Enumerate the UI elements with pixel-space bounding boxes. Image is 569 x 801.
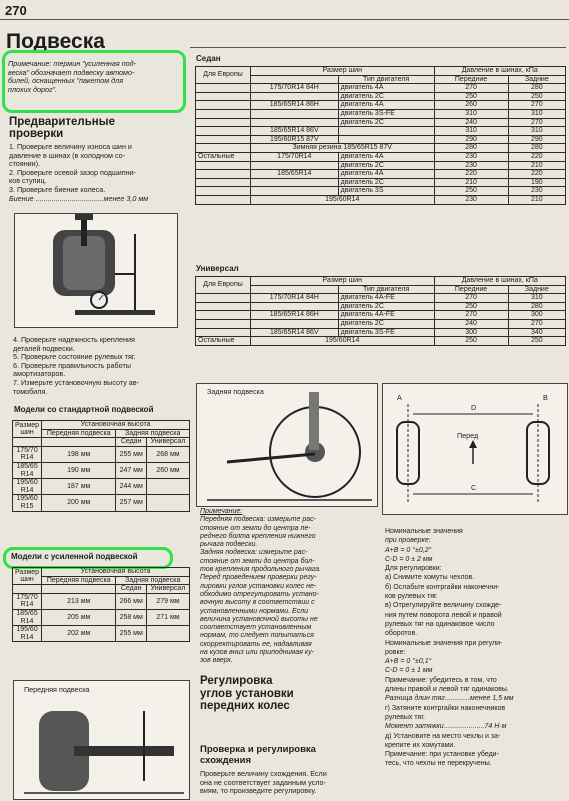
prelim-line: 2. Проверьте осевой зазор подшипни- <box>9 167 137 177</box>
prelim-line: 5. Проверьте состояние рулевых тяг. <box>13 352 136 362</box>
lower-arm-shape <box>74 746 174 756</box>
cell: 187 мм <box>42 479 116 495</box>
prelim-line: 1. Проверьте величину износа шин и <box>9 142 132 151</box>
cell <box>196 127 251 136</box>
prelim-title <box>9 116 115 140</box>
instruction-line: а) Снимите хомуты чехлов. <box>385 574 475 582</box>
caption-line: величина установочной высоты не <box>200 615 318 623</box>
cell: 310 <box>434 127 508 136</box>
cell <box>196 302 251 311</box>
cell <box>196 170 251 179</box>
col-header: Размер шин <box>13 421 42 438</box>
instruction-line: C-D = 0 ± 2 мм <box>385 555 433 563</box>
cell: 268 мм <box>146 446 189 462</box>
table-row <box>13 446 190 462</box>
heavy-models-title: Модели с усиленной подвеской <box>11 552 138 561</box>
col-header: Передние <box>434 285 508 294</box>
cell <box>42 438 116 447</box>
cell: 185/65R14 <box>251 170 339 179</box>
cell: двигатель 3S <box>338 187 434 196</box>
align-body-line: Проверьте величину схождения. Если <box>200 769 327 778</box>
align-title-line: передних колес <box>200 700 290 712</box>
std-models-title: Модели со стандартной подвеской <box>14 405 154 414</box>
cell: двигатель 2C <box>338 92 434 101</box>
cell <box>196 294 251 303</box>
instruction-line: Примечание: при установке убеди- <box>385 751 499 759</box>
front-suspension-label: Передняя подвеска <box>24 685 90 694</box>
cell: 250 <box>434 187 508 196</box>
label-d: D <box>471 403 477 412</box>
col-header: Седан <box>116 438 147 447</box>
cell: 257 мм <box>116 495 147 511</box>
caption-line: установленными нормами. Если <box>200 607 308 615</box>
prelim-title-line: проверки <box>9 128 64 140</box>
caption-line: Примечание: <box>200 508 243 515</box>
instruction-line: тесь, что чехлы не перекручены. <box>385 760 492 768</box>
col-header: Давление в шинах, кПа <box>434 67 566 76</box>
col-header: Тип двигателя <box>338 285 434 294</box>
cell: 213 мм <box>42 593 116 609</box>
caption-line: на кузов вниз или приподнимая ку- <box>200 649 314 657</box>
instruction-line: A+B = 0 °±0,2° <box>385 546 432 554</box>
instruction-line: в) Отрегулируйте величину схожде- <box>385 602 502 610</box>
col-header: Универсал <box>146 585 189 594</box>
cell <box>196 161 251 170</box>
cell: 250 <box>434 337 508 346</box>
note-line: веска" обозначает подвеску автомо- <box>8 67 135 77</box>
instruction-line: C-D = 0 ± 1 мм <box>385 667 433 675</box>
cell <box>251 319 339 328</box>
cell <box>13 585 42 594</box>
cell: 195/60R15 87V <box>251 135 339 144</box>
cell: 260 мм <box>146 462 189 478</box>
cell <box>196 135 251 144</box>
col-header: Задняя подвеска <box>116 429 190 438</box>
cell <box>251 187 339 196</box>
cell: 210 <box>508 195 565 204</box>
cell: Зимняя резина 185/65R15 87V <box>251 144 435 153</box>
rear-suspension-illustration <box>197 384 377 506</box>
cell: 195/60 R15 <box>13 495 42 511</box>
cell: 280 <box>508 84 565 93</box>
hub-shape <box>81 216 87 246</box>
col-header: Передняя подвеска <box>42 576 116 585</box>
instruction-line: длины правой и левой тяг одинаковы. <box>385 686 509 694</box>
instruction-line: A+B = 0 °±0,1° <box>385 658 432 666</box>
prelim-line: ков ступиц. <box>9 176 47 186</box>
prelim-steps-2 <box>13 336 193 396</box>
label-c: C <box>471 483 477 492</box>
caption-line: рычага подвески. <box>200 541 258 549</box>
wagon-title: Универсал <box>196 264 239 273</box>
cell: 270 <box>434 294 508 303</box>
cell: 198 мм <box>42 446 116 462</box>
cell: двигатель 2C <box>338 118 434 127</box>
alignment-instructions <box>385 527 567 769</box>
table-row <box>196 337 566 346</box>
instruction-line: рулевых тяг на одинаковое число <box>385 620 495 628</box>
caption-line: Перед проведением проверки регу- <box>200 574 317 582</box>
cell: 270 <box>434 311 508 320</box>
cell: 310 <box>434 109 508 118</box>
cell: двигатель 4A <box>338 170 434 179</box>
align-body <box>200 770 380 796</box>
instruction-line: д) Установите на место чехлы и за- <box>385 732 501 740</box>
cell: 260 <box>434 101 508 110</box>
cell: 175/70R14 84H <box>251 84 339 93</box>
table-row <box>196 170 566 179</box>
cell: 220 <box>508 170 565 179</box>
table-row <box>196 144 566 153</box>
instruction-line: ков рулевых тяг. <box>385 593 438 601</box>
caption-line: обходимо отрегулировать устано- <box>200 590 319 598</box>
align-title-line: Регулировка <box>200 675 273 687</box>
table-row <box>196 118 566 127</box>
heavy-models-table <box>12 567 190 642</box>
align-title-line: углов установки <box>200 687 294 700</box>
cell <box>196 118 251 127</box>
cell: 310 <box>508 127 565 136</box>
note-text <box>8 60 180 94</box>
col-header: Передние <box>434 75 508 84</box>
instruction-line: Номинальные значения <box>385 528 463 535</box>
front-suspension-illustration <box>14 681 189 799</box>
cell: 220 <box>508 152 565 161</box>
cell: 230 <box>434 152 508 161</box>
caption-line: скорректировать ее, надавливая <box>200 640 312 648</box>
top-rule <box>0 19 569 20</box>
cell: 195/60R14 <box>251 195 435 204</box>
forward-label: Перед <box>457 431 479 440</box>
caption-line: Передняя подвеска: измерьте рас- <box>200 516 316 524</box>
cell: 255 мм <box>116 446 147 462</box>
table-row <box>196 92 566 101</box>
prelim-line: давление в шинах (в холодном со- <box>9 150 126 160</box>
cell: 340 <box>508 328 565 337</box>
cell: двигатель 4A <box>338 84 434 93</box>
cell: 271 мм <box>146 609 189 625</box>
cell: 270 <box>508 319 565 328</box>
prelim-line: 6. Проверьте правильность работы <box>13 360 131 370</box>
cell: 280 <box>508 144 565 153</box>
cell: 230 <box>434 161 508 170</box>
cell: 190 <box>508 178 565 187</box>
cell: 195/60R14 <box>251 337 435 346</box>
caption-line: Задняя подвеска: измерьте рас- <box>200 549 308 557</box>
cell: 230 <box>434 195 508 204</box>
cell: 200 мм <box>42 495 116 511</box>
cell <box>196 92 251 101</box>
prelim-line: деталей подвески. <box>13 343 75 353</box>
wagon-pressure-table <box>195 276 566 346</box>
table-row <box>196 161 566 170</box>
table-row <box>196 294 566 303</box>
cell: Остальные <box>196 152 251 161</box>
cell: 175/70R14 84H <box>251 294 339 303</box>
cell <box>13 438 42 447</box>
rear-suspension-figure <box>196 383 378 507</box>
label-b: B <box>543 393 548 402</box>
cell <box>251 161 339 170</box>
cell: 290 <box>508 135 565 144</box>
page-title: Подвеска <box>6 30 105 53</box>
label-a: A <box>397 393 402 402</box>
cell <box>196 101 251 110</box>
std-models-table <box>12 420 190 512</box>
cell: 240 <box>434 118 508 127</box>
col-header: Установочная высота <box>42 421 190 430</box>
table-row <box>196 302 566 311</box>
note-line: билей, оснащенных "пакетом для <box>8 76 124 86</box>
note-line: Примечание: термин "усиленная под- <box>8 59 137 68</box>
table-row <box>196 127 566 136</box>
cell: 202 мм <box>42 626 116 642</box>
cell: 270 <box>434 84 508 93</box>
prelim-line: Биение ..................................менее 3,0 мм <box>9 193 149 203</box>
cell <box>338 135 434 144</box>
prelim-line: амортизаторов. <box>13 369 66 379</box>
align-subtitle-line: схождения <box>200 754 252 766</box>
cell <box>196 144 251 153</box>
col-header: Для Европы <box>196 277 251 294</box>
caption-line: стояние от земли до центра бол- <box>200 557 315 565</box>
rear-suspension-label: Задняя подвеска <box>207 387 264 396</box>
cell: 185/65R14 86H <box>251 101 339 110</box>
col-header: Задние <box>508 75 565 84</box>
prelim-steps <box>9 143 189 203</box>
table-row <box>13 495 190 511</box>
instruction-line: Номинальные значения при регули- <box>385 639 503 647</box>
cell: 185/65 R14 <box>13 462 42 478</box>
col-header: Передняя подвеска <box>42 429 116 438</box>
sedan-title: Седан <box>196 54 221 63</box>
cell: 280 <box>434 144 508 153</box>
table-row <box>196 328 566 337</box>
align-body-line: виям, то произведите регулировку. <box>200 786 317 796</box>
cell: 258 мм <box>116 609 147 625</box>
table-row <box>196 135 566 144</box>
cell: 290 <box>434 135 508 144</box>
instruction-line: б) Ослабьте контргайки наконечни- <box>385 583 500 591</box>
cell: 210 <box>508 161 565 170</box>
prelim-line: томобиля. <box>13 386 48 396</box>
cell: 185/65R14 86H <box>251 311 339 320</box>
align-title <box>200 675 294 713</box>
cell <box>196 319 251 328</box>
cell: 300 <box>508 311 565 320</box>
front-suspension-figure <box>13 680 190 800</box>
sedan-pressure-table <box>195 66 566 205</box>
cell: 210 <box>434 178 508 187</box>
col-header: Давление в шинах, кПа <box>434 277 566 286</box>
cell: 310 <box>508 109 565 118</box>
caption-line: нормам, то следует попытаться <box>200 632 314 640</box>
align-subtitle <box>200 745 316 766</box>
table-row <box>196 152 566 161</box>
note-line: плохих дорог". <box>8 84 58 94</box>
caption-line: вочную высоту в соответствии с <box>200 599 315 607</box>
cell: 300 <box>434 328 508 337</box>
runout-figure <box>14 213 178 328</box>
table-row <box>196 319 566 328</box>
cell: двигатель 4A-FE <box>338 294 434 303</box>
cell: 279 мм <box>146 593 189 609</box>
cell: двигатель 3S-FE <box>338 328 434 337</box>
cell: 270 <box>508 101 565 110</box>
instruction-line: Примечание: убедитесь в том, что <box>385 676 497 684</box>
rear-caption <box>200 508 380 666</box>
cell: 175/70 R14 <box>13 593 42 609</box>
table-row <box>13 609 190 625</box>
instruction-line: крепите их хомутами. <box>385 741 456 749</box>
wheel-runout-illustration <box>15 214 177 327</box>
cell <box>196 109 251 118</box>
col-header: Седан <box>116 585 147 594</box>
col-header: Размер шин <box>251 67 435 76</box>
instruction-line: рулевых тяг. <box>385 713 425 721</box>
table-row <box>196 101 566 110</box>
cell: 250 <box>434 302 508 311</box>
cell <box>251 285 339 294</box>
cell: 244 мм <box>116 479 147 495</box>
cell: 266 мм <box>116 593 147 609</box>
cell: 240 <box>434 319 508 328</box>
prelim-title-line: Предварительные <box>9 116 115 128</box>
col-header: Установочная высота <box>42 568 190 577</box>
cell: 185/65R14 86V <box>251 127 339 136</box>
cell: двигатель 2C <box>338 302 434 311</box>
col-header: Размер шин <box>251 277 435 286</box>
prelim-line: 4. Проверьте надежность крепления <box>13 335 135 344</box>
cell: 205 мм <box>42 609 116 625</box>
table-row <box>13 593 190 609</box>
caption-line: реднего болта крепления нижнего <box>200 532 316 540</box>
cell: двигатель 2C <box>338 178 434 187</box>
col-header: Тип двигателя <box>338 75 434 84</box>
table-row <box>13 462 190 478</box>
cell: 310 <box>508 294 565 303</box>
cell: 195/60 R14 <box>13 479 42 495</box>
instruction-line: оборотов. <box>385 630 418 638</box>
table-row <box>196 109 566 118</box>
cell <box>146 479 189 495</box>
cell: 230 <box>508 187 565 196</box>
cell: 250 <box>508 337 565 346</box>
instruction-line: Разница длин тяг.............менее 1,5 мм <box>385 695 514 703</box>
prelim-line: 3. Проверьте биение колеса. <box>9 184 106 194</box>
cell <box>251 178 339 187</box>
cell <box>196 187 251 196</box>
cell: двигатель 4A <box>338 101 434 110</box>
toe-diagram <box>382 383 568 515</box>
cell: двигатель 2C <box>338 319 434 328</box>
page-number: 270 <box>5 3 27 18</box>
cell <box>196 311 251 320</box>
cell: 190 мм <box>42 462 116 478</box>
caption-line: зов вверх. <box>200 657 233 665</box>
col-header: Задние <box>508 285 565 294</box>
cell: двигатель 3S-FE <box>338 109 434 118</box>
cell <box>251 109 339 118</box>
cell: двигатель 4A-FE <box>338 311 434 320</box>
cell <box>196 178 251 187</box>
instruction-line: ния путем поворота левой и правой <box>385 611 502 619</box>
cell: 270 <box>508 118 565 127</box>
cell: 247 мм <box>116 462 147 478</box>
gauge-base <box>75 310 155 315</box>
col-header: Для Европы <box>196 67 251 84</box>
table-row <box>13 479 190 495</box>
cell <box>251 75 339 84</box>
table-row <box>196 311 566 320</box>
col-header: Универсал <box>146 438 189 447</box>
cell: 175/70 R14 <box>13 446 42 462</box>
caption-line: стояние от земли до центра пе- <box>200 524 311 532</box>
cell: 250 <box>434 92 508 101</box>
cell <box>338 127 434 136</box>
cell <box>146 626 189 642</box>
table-row <box>13 626 190 642</box>
table-row <box>196 84 566 93</box>
instruction-line: ровке: <box>385 648 406 656</box>
caption-line: соответствует установленным <box>200 624 312 632</box>
align-subtitle-line: Проверка и регулировка <box>200 744 316 755</box>
cell <box>42 585 116 594</box>
prelim-line: 7. Измерьте установочную высоту ав- <box>13 377 140 387</box>
table-row <box>196 195 566 204</box>
cell: 185/65R14 86V <box>251 328 339 337</box>
cell <box>196 84 251 93</box>
cell: двигатель 2C <box>338 161 434 170</box>
instruction-line: Для регулировки: <box>385 565 442 573</box>
instruction-line: г) Затяните контргайки наконечников <box>385 704 506 712</box>
instruction-line: при проверке: <box>385 537 431 545</box>
cell: 280 <box>508 302 565 311</box>
instruction-line: Момент затяжки.....................74 Н·м <box>385 723 507 731</box>
cell <box>196 328 251 337</box>
cell <box>251 92 339 101</box>
cell <box>196 195 251 204</box>
col-header: Размер шин <box>13 568 42 585</box>
caption-line: тов крепления продольного рычага. <box>200 566 322 574</box>
cell: 250 <box>508 92 565 101</box>
col-header: Задняя подвеска <box>116 576 190 585</box>
cell: 220 <box>434 170 508 179</box>
cell <box>146 495 189 511</box>
cell: 255 мм <box>116 626 147 642</box>
table-row <box>196 187 566 196</box>
table-row <box>196 178 566 187</box>
lift-shape <box>75 214 93 220</box>
cell <box>251 302 339 311</box>
cell: 195/60 R14 <box>13 626 42 642</box>
caption-line: лировки углов установки колес не- <box>200 582 317 590</box>
cell: двигатель 4A <box>338 152 434 161</box>
header-rule <box>190 47 566 48</box>
cell: Остальные <box>196 337 251 346</box>
prelim-line: стоянии). <box>9 159 41 169</box>
strut-shape <box>309 392 319 450</box>
cell: 185/65 R14 <box>13 609 42 625</box>
arrow-head-icon <box>469 440 477 448</box>
align-body-line: она не соответствует заданным усло- <box>200 777 326 787</box>
cell <box>251 118 339 127</box>
cell: 175/70R14 <box>251 152 339 161</box>
